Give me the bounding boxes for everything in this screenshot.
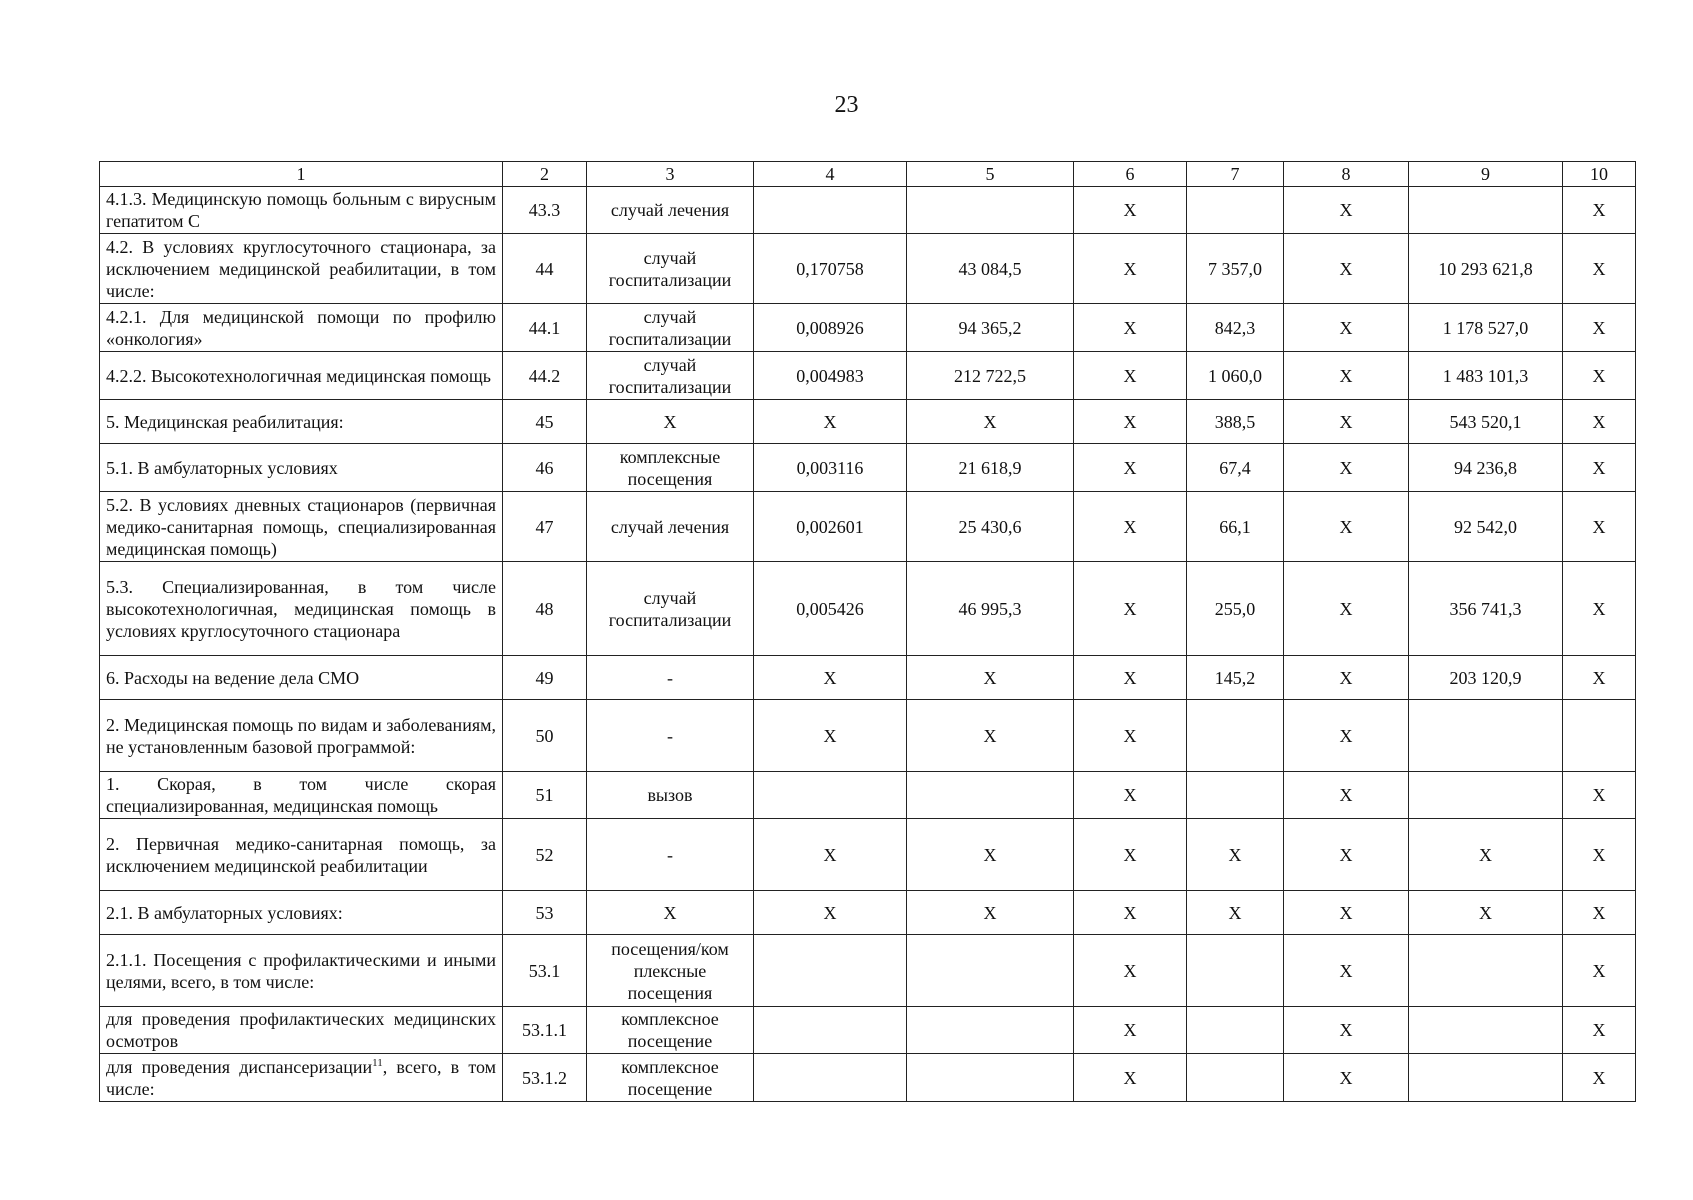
cell-5: 21 618,9 — [907, 444, 1074, 492]
row-name: 6. Расходы на ведение дела СМО — [100, 656, 503, 700]
cell-10: Х — [1563, 444, 1636, 492]
cell-7 — [1187, 187, 1284, 234]
cell-5: Х — [907, 819, 1074, 891]
cell-4 — [754, 1007, 907, 1054]
table-row — [100, 772, 1636, 819]
row-code: 45 — [503, 400, 587, 444]
row-name-tail: , всего, в том числе: — [106, 1056, 496, 1099]
table-row — [100, 304, 1636, 352]
cell-8: Х — [1284, 891, 1409, 935]
row-name: 5.1. В амбулаторных условиях — [100, 444, 503, 492]
cell-10: Х — [1563, 935, 1636, 1007]
cell-7 — [1187, 1007, 1284, 1054]
row-code: 53.1 — [503, 935, 587, 1007]
cell-6: Х — [1074, 304, 1187, 352]
cell-10: Х — [1563, 187, 1636, 234]
cell-6: Х — [1074, 187, 1187, 234]
row-unit: случай лечения — [587, 492, 754, 562]
cell-5 — [907, 935, 1074, 1007]
row-unit: Х — [587, 400, 754, 444]
row-code: 49 — [503, 656, 587, 700]
cell-10: Х — [1563, 1007, 1636, 1054]
row-name: 1. Скорая, в том числе скорая специализированная, медицинская помощь — [100, 772, 503, 819]
cell-5: 212 722,5 — [907, 352, 1074, 400]
cell-4: 0,008926 — [754, 304, 907, 352]
row-unit: - — [587, 700, 754, 772]
row-name: 5.2. В условиях дневных стационаров (первичная медико-санитарная помощь, специализированная медицинская помощь) — [100, 492, 503, 562]
cell-5 — [907, 187, 1074, 234]
page-number: 23 — [834, 92, 859, 118]
row-unit: комплексное посещение — [587, 1007, 754, 1054]
cell-4: 0,003116 — [754, 444, 907, 492]
footnote-marker: 11 — [372, 1056, 383, 1069]
row-code: 53.1.1 — [503, 1007, 587, 1054]
row-unit: случай госпитализации — [587, 304, 754, 352]
cell-7 — [1187, 1054, 1284, 1102]
cell-6: Х — [1074, 700, 1187, 772]
cell-9 — [1409, 187, 1563, 234]
row-unit: - — [587, 819, 754, 891]
cell-4: Х — [754, 700, 907, 772]
cell-4: Х — [754, 819, 907, 891]
cell-8: Х — [1284, 492, 1409, 562]
table-row — [100, 562, 1636, 656]
row-code: 44 — [503, 234, 587, 304]
cell-10: Х — [1563, 656, 1636, 700]
row-unit: вызов — [587, 772, 754, 819]
column-header: 10 — [1563, 162, 1636, 187]
cell-4 — [754, 1054, 907, 1102]
row-code: 43.3 — [503, 187, 587, 234]
cell-10: Х — [1563, 772, 1636, 819]
cell-8: Х — [1284, 352, 1409, 400]
cell-6: Х — [1074, 400, 1187, 444]
row-unit: случай госпитализации — [587, 562, 754, 656]
cell-10: Х — [1563, 562, 1636, 656]
table-row — [100, 400, 1636, 444]
header-row — [100, 162, 1636, 187]
cell-6: Х — [1074, 562, 1187, 656]
cell-8: Х — [1284, 562, 1409, 656]
row-unit: Х — [587, 891, 754, 935]
cell-5 — [907, 772, 1074, 819]
cell-5 — [907, 1054, 1074, 1102]
column-header: 5 — [907, 162, 1074, 187]
cell-4 — [754, 772, 907, 819]
cell-8: Х — [1284, 304, 1409, 352]
cell-9 — [1409, 700, 1563, 772]
cell-8: Х — [1284, 700, 1409, 772]
cell-10 — [1563, 700, 1636, 772]
cell-9 — [1409, 935, 1563, 1007]
cell-4: 0,002601 — [754, 492, 907, 562]
cell-9 — [1409, 772, 1563, 819]
cell-6: Х — [1074, 1007, 1187, 1054]
cell-7: 842,3 — [1187, 304, 1284, 352]
cell-6: Х — [1074, 352, 1187, 400]
cell-8: Х — [1284, 234, 1409, 304]
cell-5: 46 995,3 — [907, 562, 1074, 656]
row-name: 2. Медицинская помощь по видам и заболеваниям, не установленным базовой программой: — [100, 700, 503, 772]
cell-6: Х — [1074, 492, 1187, 562]
cell-8: Х — [1284, 656, 1409, 700]
column-header: 6 — [1074, 162, 1187, 187]
cell-9: 92 542,0 — [1409, 492, 1563, 562]
cell-4: Х — [754, 891, 907, 935]
cell-4: 0,005426 — [754, 562, 907, 656]
cell-8: Х — [1284, 819, 1409, 891]
row-code: 53 — [503, 891, 587, 935]
row-unit: случай госпитализации — [587, 352, 754, 400]
cell-7: 66,1 — [1187, 492, 1284, 562]
cell-5: 94 365,2 — [907, 304, 1074, 352]
cell-8: Х — [1284, 1007, 1409, 1054]
cell-6: Х — [1074, 772, 1187, 819]
cell-9: Х — [1409, 819, 1563, 891]
cell-7 — [1187, 700, 1284, 772]
cell-9: 203 120,9 — [1409, 656, 1563, 700]
cell-7: 67,4 — [1187, 444, 1284, 492]
table-row — [100, 935, 1636, 1007]
row-name: 4.2.2. Высокотехнологичная медицинская помощь — [100, 352, 503, 400]
row-name: 2. Первичная медико-санитарная помощь, за исключением медицинской реабилитации — [100, 819, 503, 891]
cell-4: Х — [754, 656, 907, 700]
cell-9: 356 741,3 — [1409, 562, 1563, 656]
expenditure-table — [99, 161, 1636, 1102]
cell-7 — [1187, 935, 1284, 1007]
column-header: 3 — [587, 162, 754, 187]
row-name: 2.1. В амбулаторных условиях: — [100, 891, 503, 935]
cell-8: Х — [1284, 1054, 1409, 1102]
table-row — [100, 700, 1636, 772]
cell-10: Х — [1563, 891, 1636, 935]
cell-8: Х — [1284, 444, 1409, 492]
cell-9: 543 520,1 — [1409, 400, 1563, 444]
cell-4 — [754, 187, 907, 234]
cell-6: Х — [1074, 656, 1187, 700]
cell-6: Х — [1074, 444, 1187, 492]
row-unit: посещения/ком плексные посещения — [587, 935, 754, 1007]
cell-4: 0,170758 — [754, 234, 907, 304]
column-header: 7 — [1187, 162, 1284, 187]
cell-4 — [754, 935, 907, 1007]
row-name: 2.1.1. Посещения с профилактическими и иными целями, всего, в том числе: — [100, 935, 503, 1007]
cell-6: Х — [1074, 234, 1187, 304]
row-name: 4.2.1. Для медицинской помощи по профилю «онкология» — [100, 304, 503, 352]
cell-5: Х — [907, 656, 1074, 700]
cell-10: Х — [1563, 352, 1636, 400]
table-row — [100, 492, 1636, 562]
cell-5: 25 430,6 — [907, 492, 1074, 562]
cell-6: Х — [1074, 1054, 1187, 1102]
row-unit: случай лечения — [587, 187, 754, 234]
row-unit: комплексное посещение — [587, 1054, 754, 1102]
row-unit: - — [587, 656, 754, 700]
table-row — [100, 187, 1636, 234]
cell-9: 1 483 101,3 — [1409, 352, 1563, 400]
row-code: 53.1.2 — [503, 1054, 587, 1102]
row-unit: случай госпитализации — [587, 234, 754, 304]
row-name: 4.2. В условиях круглосуточного стационара, за исключением медицинской реабилитации, в том числе: — [100, 234, 503, 304]
cell-10: Х — [1563, 819, 1636, 891]
table-row — [100, 656, 1636, 700]
cell-4: 0,004983 — [754, 352, 907, 400]
cell-5: Х — [907, 700, 1074, 772]
table-row — [100, 1054, 1636, 1102]
cell-10: Х — [1563, 304, 1636, 352]
cell-9 — [1409, 1007, 1563, 1054]
cell-8: Х — [1284, 935, 1409, 1007]
column-header: 1 — [100, 162, 503, 187]
table-row — [100, 352, 1636, 400]
table-row — [100, 1007, 1636, 1054]
cell-6: Х — [1074, 935, 1187, 1007]
cell-7: 7 357,0 — [1187, 234, 1284, 304]
cell-7: 388,5 — [1187, 400, 1284, 444]
cell-10: Х — [1563, 400, 1636, 444]
cell-5: Х — [907, 891, 1074, 935]
cell-7: 255,0 — [1187, 562, 1284, 656]
row-name: 4.1.3. Медицинскую помощь больным с вирусным гепатитом С — [100, 187, 503, 234]
cell-4: Х — [754, 400, 907, 444]
table-row — [100, 891, 1636, 935]
cell-10: Х — [1563, 1054, 1636, 1102]
cell-8: Х — [1284, 400, 1409, 444]
cell-8: Х — [1284, 772, 1409, 819]
row-name — [100, 1054, 503, 1102]
cell-5: 43 084,5 — [907, 234, 1074, 304]
cell-7: 1 060,0 — [1187, 352, 1284, 400]
row-code: 52 — [503, 819, 587, 891]
row-name: для проведения профилактических медицинских осмотров — [100, 1007, 503, 1054]
cell-8: Х — [1284, 187, 1409, 234]
cell-9: 10 293 621,8 — [1409, 234, 1563, 304]
column-header: 9 — [1409, 162, 1563, 187]
table-row — [100, 234, 1636, 304]
row-code: 44.1 — [503, 304, 587, 352]
cell-7: Х — [1187, 891, 1284, 935]
row-name: 5.3. Специализированная, в том числе высокотехнологичная, медицинская помощь в условиях круглосуточного стационара — [100, 562, 503, 656]
cell-10: Х — [1563, 234, 1636, 304]
cell-10: Х — [1563, 492, 1636, 562]
table-row — [100, 444, 1636, 492]
cell-7: 145,2 — [1187, 656, 1284, 700]
cell-6: Х — [1074, 891, 1187, 935]
row-code: 51 — [503, 772, 587, 819]
cell-9: Х — [1409, 891, 1563, 935]
cell-9: 1 178 527,0 — [1409, 304, 1563, 352]
row-name-text: для проведения диспансеризации — [106, 1056, 373, 1077]
cell-9: 94 236,8 — [1409, 444, 1563, 492]
row-code: 46 — [503, 444, 587, 492]
column-header: 2 — [503, 162, 587, 187]
row-code: 50 — [503, 700, 587, 772]
row-unit: комплексные посещения — [587, 444, 754, 492]
row-name: 5. Медицинская реабилитация: — [100, 400, 503, 444]
row-code: 48 — [503, 562, 587, 656]
column-header: 8 — [1284, 162, 1409, 187]
column-header: 4 — [754, 162, 907, 187]
cell-9 — [1409, 1054, 1563, 1102]
cell-7 — [1187, 772, 1284, 819]
cell-6: Х — [1074, 819, 1187, 891]
row-code: 44.2 — [503, 352, 587, 400]
cell-5: Х — [907, 400, 1074, 444]
table-row — [100, 819, 1636, 891]
cell-7: Х — [1187, 819, 1284, 891]
row-code: 47 — [503, 492, 587, 562]
cell-5 — [907, 1007, 1074, 1054]
